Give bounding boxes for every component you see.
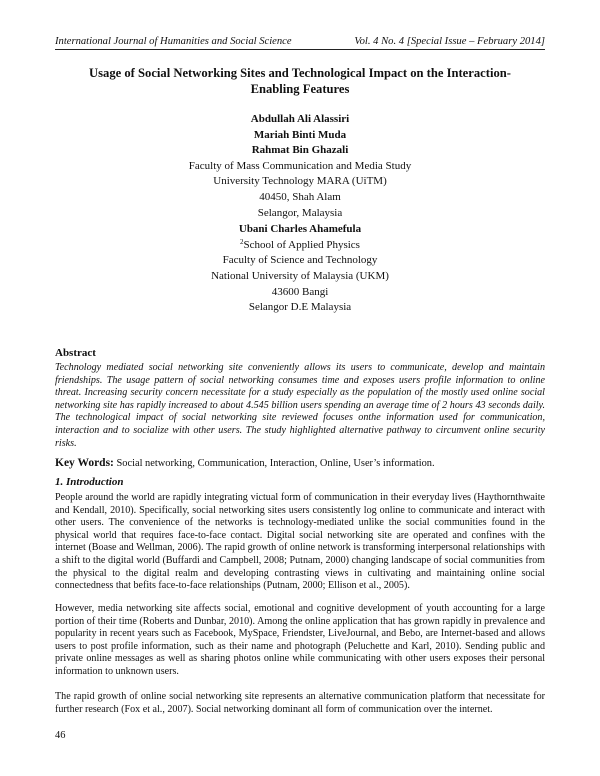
affiliation-line: 43600 Bangi (271, 285, 329, 298)
affiliation-line: National University of Malaysia (UKM) (211, 269, 389, 282)
author-block (100, 112, 500, 316)
affiliation-superscript: 2 (240, 237, 244, 246)
abstract-text: Technology mediated social networking site conveniently allows its users to communicate, develop and maintain friendships. The usage pattern of social networking consumes time and exposes users profile information to online threat. Increasing security concern necessitate for a study especially as the population of the mostly used online social networking site has rapidly increased to about 4.545 billion users spending an average time of 2 hours 43 seconds daily. The technological impact of social networking site reviewed focuses onthe information used for communication, interaction and to socialize with other users. The study highlighted alternative pathway to circumvent online security risks. (55, 362, 545, 449)
paper-title: Usage of Social Networking Sites and Technological Impact on the Interaction-Enabling Features (89, 66, 511, 96)
section-heading-introduction: 1. Introduction (55, 476, 124, 488)
affiliation-line: Selangor, Malaysia (257, 206, 343, 219)
author-name: Ubani Charles Ahamefula (238, 223, 362, 236)
affiliation-line: Faculty of Science and Technology (222, 254, 378, 267)
affiliation-line (100, 238, 500, 254)
affiliation-line: Selangor D.E Malaysia (248, 301, 352, 314)
affiliation-text: School of Applied Physics (243, 238, 360, 251)
paragraph: However, media networking site affects social, emotional and cognitive development of youth accounting for a large portion of their time (Roberts and Dunbar, 2010). Among the online application that has grown rapidly in prevalence and popularity in recent years such as Facebook, MySpace, Friendster, LiveJournal, and Bebo, are Internet-based and allows users to post profile information, such as their name and photograph (Peluchette and Karl, 2010). Sending public and private online messages as well as sharing photos online while communicating with other users exposes their personal information to unknown users. (55, 603, 545, 677)
abstract-heading: Abstract (55, 347, 96, 359)
running-header (55, 35, 545, 49)
header-divider (55, 49, 545, 50)
author-name: Abdullah Ali Alassiri (250, 113, 350, 125)
affiliation-line: University Technology MARA (UiTM) (213, 175, 387, 188)
issue-info: Vol. 4 No. 4 [Special Issue – February 2014] (354, 36, 545, 47)
keywords-label: Key Words: (55, 457, 114, 469)
paragraph: People around the world are rapidly integrating victual form of communication in their everyday lives (Haythornthwaite and Kendall, 2010). Specifically, social networking sites users consistently log online to communicate and interact with other users. The convenience of the networks is technology-mediated unlike the social communities found in the physical world that requires face-to-face contact. Digital social networking site are operated and confines with the internet (Boase and Wellman, 2006). The rapid growth of online network is transforming interpersonal relationships with a shift to the digital world (Buffardi and Campbell, 2008; Putnam, 2000) changing landscape of social communities from the physical to the digital realm and developing contrasting views in cultivating and maintaining online social connectedness that befits face-to-face relationships (Putnam, 2000; Ellison et al., 2005). (55, 492, 545, 592)
paragraph: The rapid growth of online social networking site represents an alternative communication platform that necessitate for further research (Fox et al., 2007). Social networking dominant all form of communication over the internet. (55, 691, 545, 715)
affiliation-line: Faculty of Mass Communication and Media Study (188, 159, 412, 172)
author-name: Mariah Binti Muda (253, 128, 347, 141)
keywords-line (55, 456, 545, 471)
author-name: Rahmat Bin Ghazali (251, 144, 349, 157)
keywords-text: Social networking, Communication, Interaction, Online, User’s information. (113, 458, 435, 469)
page-number: 46 (55, 730, 66, 741)
affiliation-line: 40450, Shah Alam (259, 190, 341, 203)
journal-name: International Journal of Humanities and Social Science (55, 36, 292, 47)
